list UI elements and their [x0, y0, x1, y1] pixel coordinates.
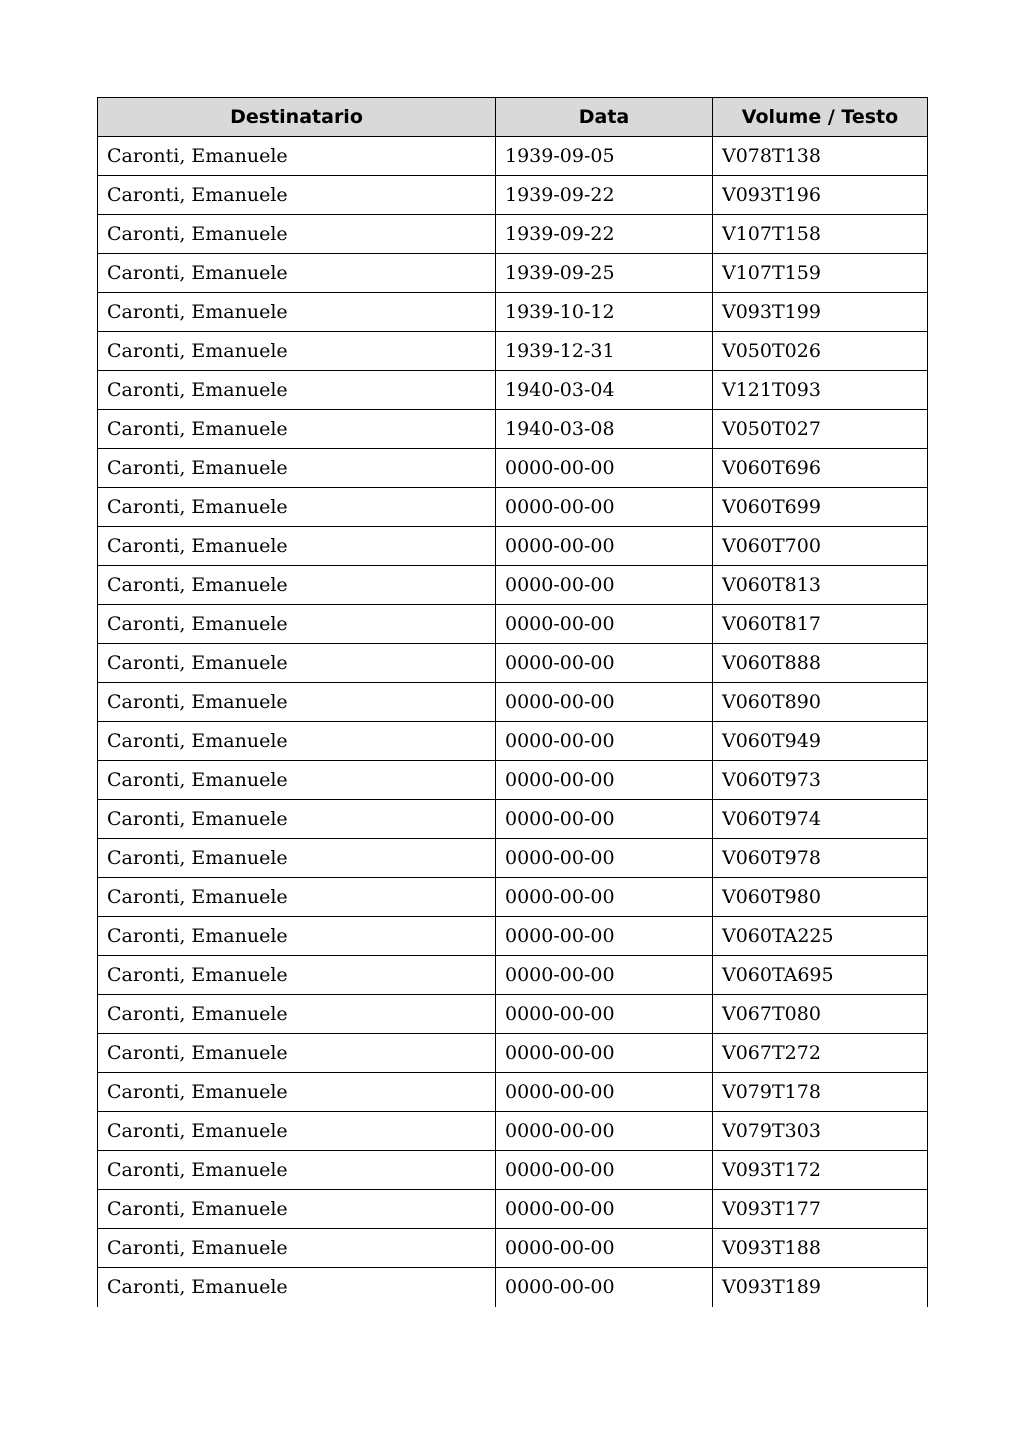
cell-volume-testo: V060TA695	[713, 956, 928, 995]
cell-volume-testo: V107T159	[713, 254, 928, 293]
cell-destinatario: Caronti, Emanuele	[98, 215, 496, 254]
cell-volume-testo: V060T978	[713, 839, 928, 878]
cell-destinatario: Caronti, Emanuele	[98, 566, 496, 605]
cell-destinatario: Caronti, Emanuele	[98, 1229, 496, 1268]
cell-volume-testo: V060T974	[713, 800, 928, 839]
table-row	[98, 449, 928, 488]
cell-data: 0000-00-00	[496, 449, 713, 488]
cell-data: 1940-03-08	[496, 410, 713, 449]
cell-data: 1940-03-04	[496, 371, 713, 410]
cell-destinatario: Caronti, Emanuele	[98, 605, 496, 644]
table-row	[98, 1073, 928, 1112]
table-row	[98, 722, 928, 761]
table-row	[98, 761, 928, 800]
cell-data: 0000-00-00	[496, 1151, 713, 1190]
table-row	[98, 137, 928, 176]
cell-destinatario: Caronti, Emanuele	[98, 137, 496, 176]
table-row	[98, 644, 928, 683]
cell-destinatario: Caronti, Emanuele	[98, 722, 496, 761]
cell-data: 0000-00-00	[496, 917, 713, 956]
cell-destinatario: Caronti, Emanuele	[98, 644, 496, 683]
table-row	[98, 1034, 928, 1073]
table-row	[98, 488, 928, 527]
cell-volume-testo: V093T177	[713, 1190, 928, 1229]
table-row	[98, 527, 928, 566]
cell-data: 0000-00-00	[496, 488, 713, 527]
cell-data: 0000-00-00	[496, 878, 713, 917]
table-row	[98, 1268, 928, 1307]
cell-destinatario: Caronti, Emanuele	[98, 761, 496, 800]
table-row	[98, 371, 928, 410]
letters-table	[97, 97, 928, 1307]
cell-data: 0000-00-00	[496, 1112, 713, 1151]
table-row	[98, 839, 928, 878]
cell-data: 1939-09-22	[496, 176, 713, 215]
cell-volume-testo: V093T172	[713, 1151, 928, 1190]
table-row	[98, 800, 928, 839]
cell-data: 1939-09-22	[496, 215, 713, 254]
cell-destinatario: Caronti, Emanuele	[98, 1073, 496, 1112]
cell-volume-testo: V060T696	[713, 449, 928, 488]
cell-volume-testo: V079T303	[713, 1112, 928, 1151]
table-row	[98, 1112, 928, 1151]
cell-destinatario: Caronti, Emanuele	[98, 995, 496, 1034]
cell-destinatario: Caronti, Emanuele	[98, 410, 496, 449]
table-header	[98, 98, 928, 137]
cell-volume-testo: V060TA225	[713, 917, 928, 956]
cell-volume-testo: V050T026	[713, 332, 928, 371]
header-row	[98, 98, 928, 137]
cell-volume-testo: V079T178	[713, 1073, 928, 1112]
cell-destinatario: Caronti, Emanuele	[98, 527, 496, 566]
cell-destinatario: Caronti, Emanuele	[98, 956, 496, 995]
cell-volume-testo: V067T080	[713, 995, 928, 1034]
table-row	[98, 683, 928, 722]
cell-volume-testo: V060T949	[713, 722, 928, 761]
cell-volume-testo: V060T888	[713, 644, 928, 683]
cell-destinatario: Caronti, Emanuele	[98, 176, 496, 215]
cell-destinatario: Caronti, Emanuele	[98, 449, 496, 488]
cell-data: 0000-00-00	[496, 1229, 713, 1268]
cell-destinatario: Caronti, Emanuele	[98, 1112, 496, 1151]
cell-volume-testo: V093T189	[713, 1268, 928, 1307]
table-row	[98, 215, 928, 254]
cell-volume-testo: V060T699	[713, 488, 928, 527]
cell-destinatario: Caronti, Emanuele	[98, 878, 496, 917]
cell-data: 0000-00-00	[496, 956, 713, 995]
cell-data: 1939-12-31	[496, 332, 713, 371]
cell-data: 1939-10-12	[496, 293, 713, 332]
table-row	[98, 605, 928, 644]
cell-data: 0000-00-00	[496, 527, 713, 566]
cell-data: 0000-00-00	[496, 644, 713, 683]
cell-destinatario: Caronti, Emanuele	[98, 917, 496, 956]
cell-data: 0000-00-00	[496, 1190, 713, 1229]
cell-volume-testo: V121T093	[713, 371, 928, 410]
cell-destinatario: Caronti, Emanuele	[98, 371, 496, 410]
table-row	[98, 332, 928, 371]
table-row	[98, 254, 928, 293]
cell-data: 0000-00-00	[496, 800, 713, 839]
table-row	[98, 293, 928, 332]
cell-volume-testo: V093T188	[713, 1229, 928, 1268]
cell-data: 0000-00-00	[496, 566, 713, 605]
table-row	[98, 956, 928, 995]
cell-data: 0000-00-00	[496, 839, 713, 878]
cell-volume-testo: V060T973	[713, 761, 928, 800]
table-row	[98, 176, 928, 215]
cell-data: 0000-00-00	[496, 1034, 713, 1073]
cell-volume-testo: V060T700	[713, 527, 928, 566]
cell-volume-testo: V060T817	[713, 605, 928, 644]
cell-data: 0000-00-00	[496, 605, 713, 644]
cell-volume-testo: V078T138	[713, 137, 928, 176]
cell-data: 0000-00-00	[496, 722, 713, 761]
cell-destinatario: Caronti, Emanuele	[98, 293, 496, 332]
cell-data: 1939-09-05	[496, 137, 713, 176]
cell-destinatario: Caronti, Emanuele	[98, 1190, 496, 1229]
cell-data: 0000-00-00	[496, 683, 713, 722]
cell-destinatario: Caronti, Emanuele	[98, 839, 496, 878]
cell-volume-testo: V093T199	[713, 293, 928, 332]
cell-data: 0000-00-00	[496, 1073, 713, 1112]
cell-data: 1939-09-25	[496, 254, 713, 293]
cell-volume-testo: V060T813	[713, 566, 928, 605]
table-row	[98, 917, 928, 956]
cell-volume-testo: V107T158	[713, 215, 928, 254]
cell-volume-testo: V067T272	[713, 1034, 928, 1073]
table-row	[98, 1229, 928, 1268]
table-row	[98, 995, 928, 1034]
table-row	[98, 1190, 928, 1229]
cell-volume-testo: V093T196	[713, 176, 928, 215]
cell-destinatario: Caronti, Emanuele	[98, 254, 496, 293]
column-header-destinatario: Destinatario	[98, 98, 496, 137]
cell-destinatario: Caronti, Emanuele	[98, 800, 496, 839]
cell-volume-testo: V060T890	[713, 683, 928, 722]
cell-destinatario: Caronti, Emanuele	[98, 1151, 496, 1190]
table-body	[98, 137, 928, 1307]
table-row	[98, 878, 928, 917]
table-row	[98, 566, 928, 605]
column-header-volume-testo: Volume / Testo	[713, 98, 928, 137]
column-header-data: Data	[496, 98, 713, 137]
cell-destinatario: Caronti, Emanuele	[98, 332, 496, 371]
cell-data: 0000-00-00	[496, 1268, 713, 1307]
cell-destinatario: Caronti, Emanuele	[98, 683, 496, 722]
cell-data: 0000-00-00	[496, 761, 713, 800]
cell-data: 0000-00-00	[496, 995, 713, 1034]
cell-volume-testo: V060T980	[713, 878, 928, 917]
cell-destinatario: Caronti, Emanuele	[98, 1034, 496, 1073]
cell-volume-testo: V050T027	[713, 410, 928, 449]
cell-destinatario: Caronti, Emanuele	[98, 488, 496, 527]
table-row	[98, 1151, 928, 1190]
table-row	[98, 410, 928, 449]
cell-destinatario: Caronti, Emanuele	[98, 1268, 496, 1307]
